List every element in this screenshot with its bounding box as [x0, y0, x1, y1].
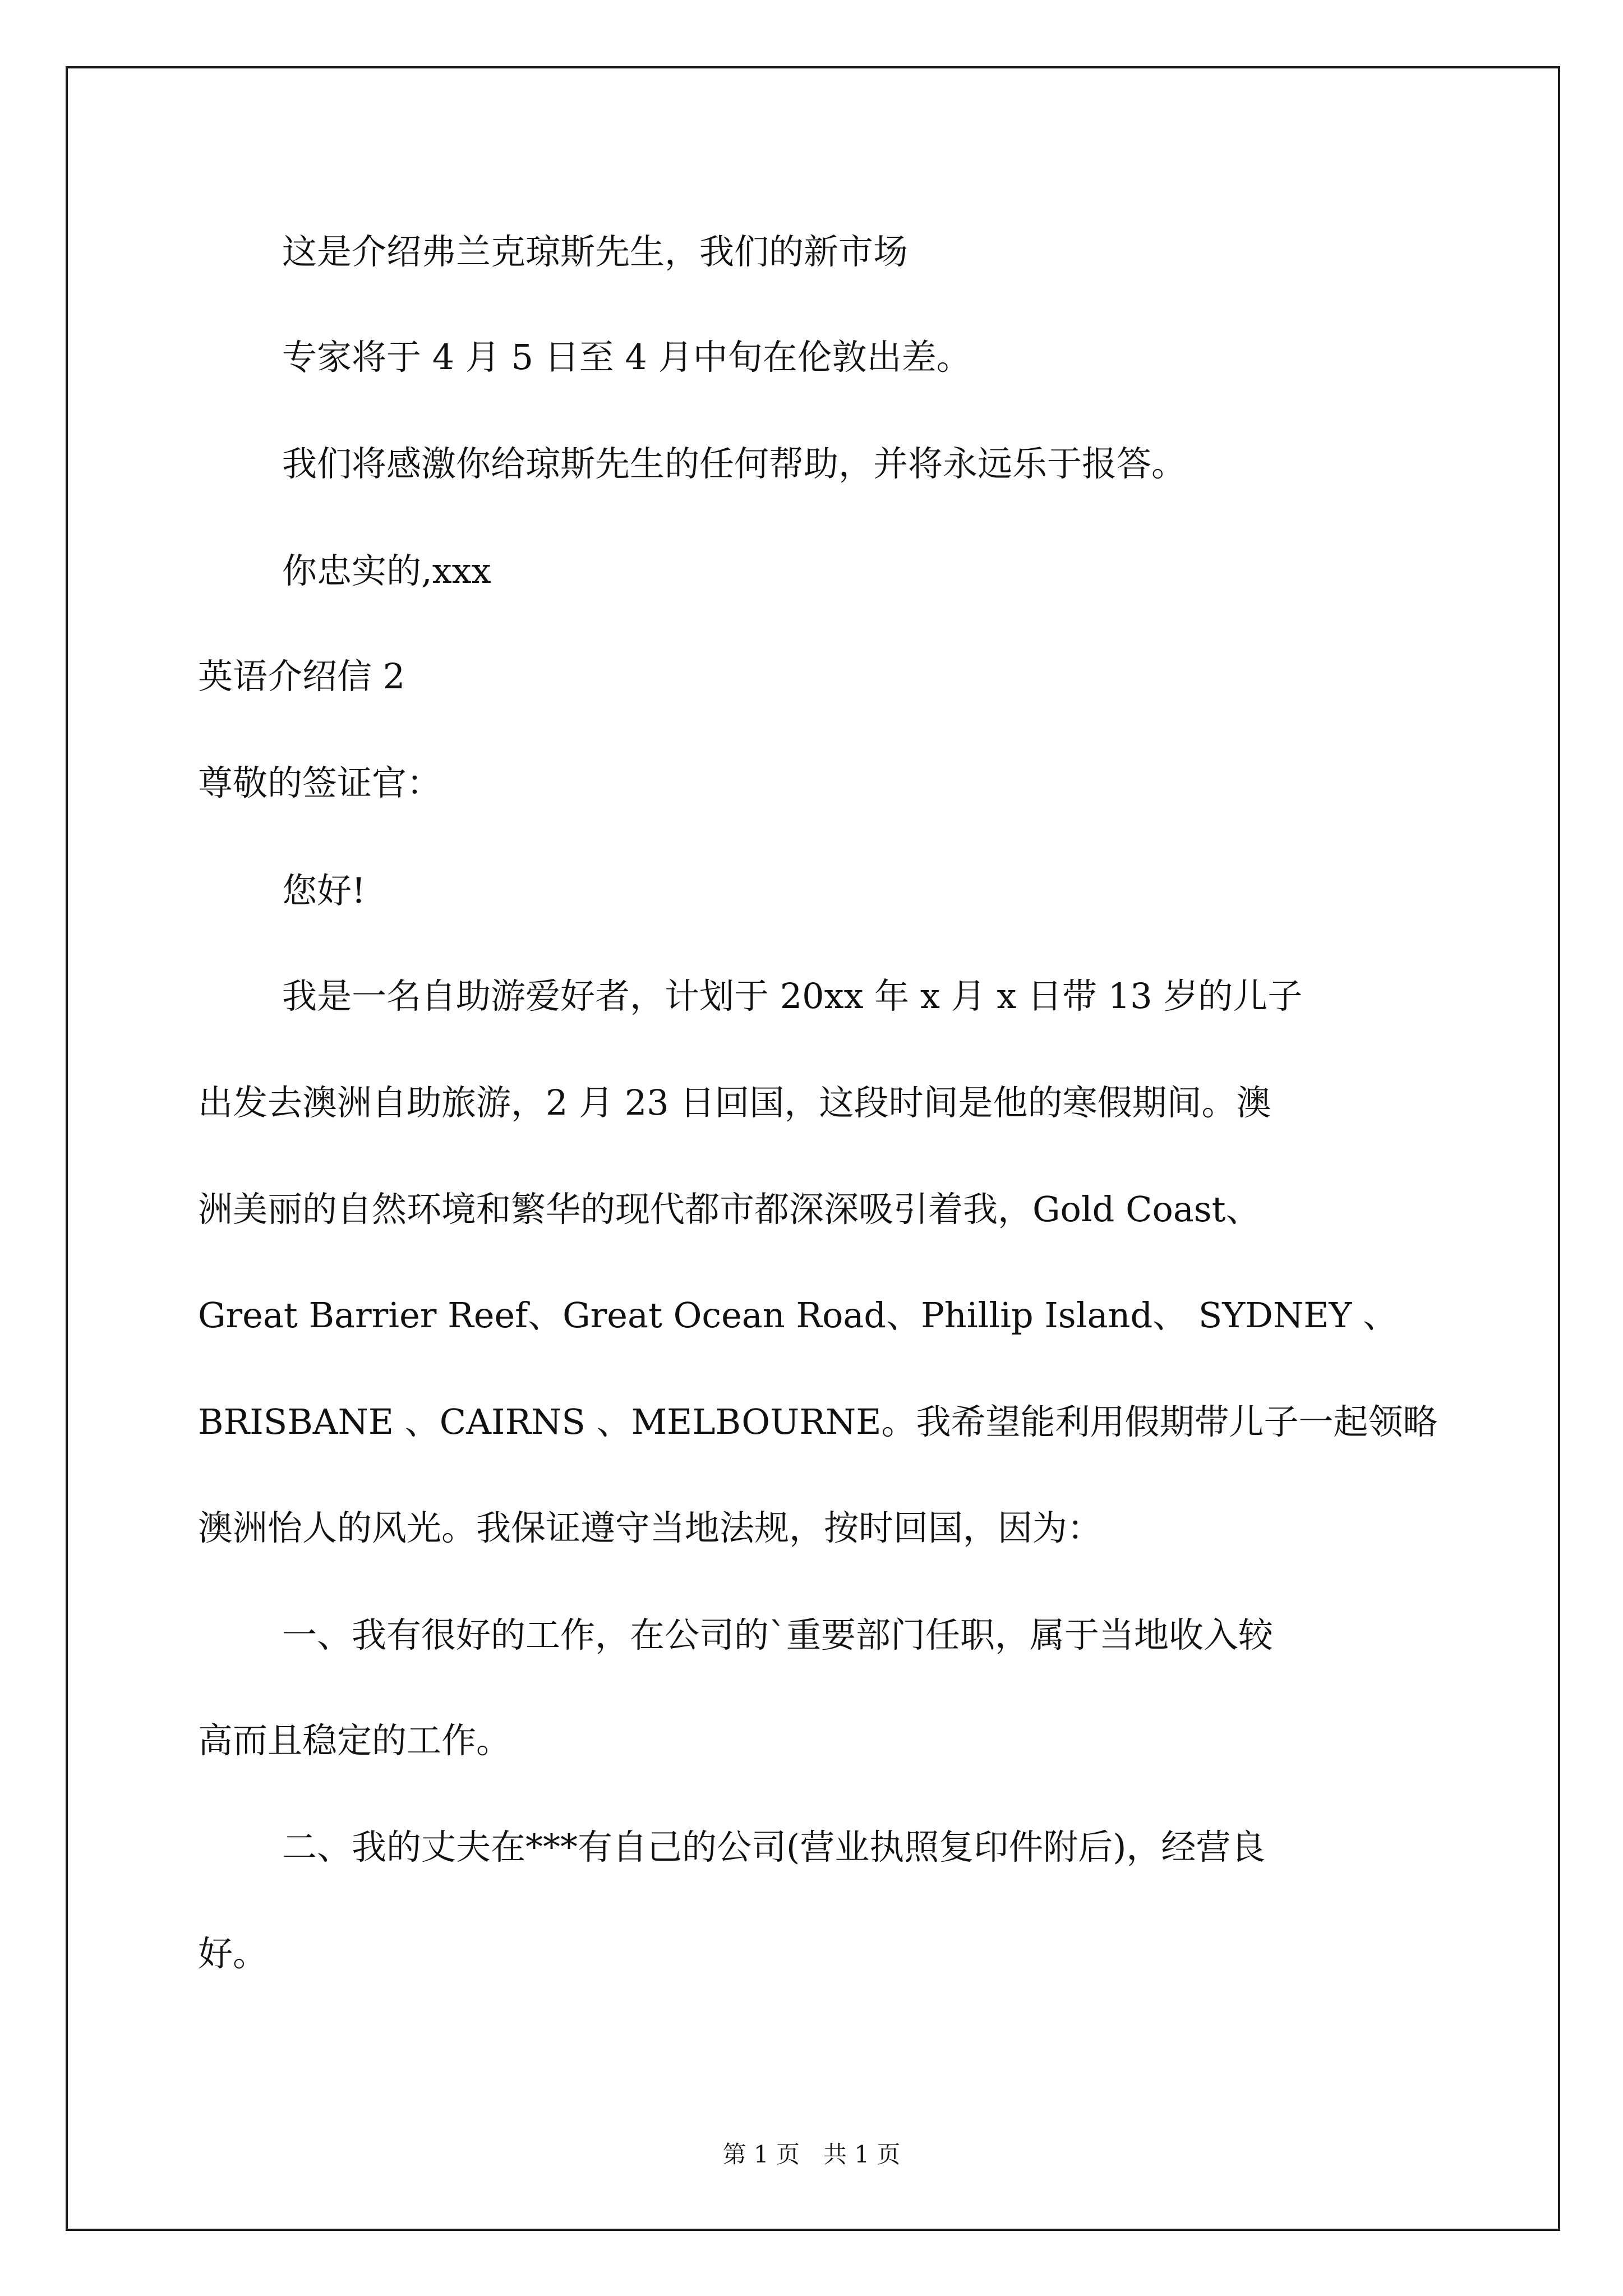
paragraph-line: 你忠实的,xxx: [282, 550, 491, 591]
greeting: 您好!: [282, 870, 366, 911]
paragraph-line: 好。: [198, 1933, 268, 1974]
paragraph-line: BRISBANE 、CAIRNS 、MELBOURNE。我希望能利用假期带儿子一起领略: [198, 1401, 1438, 1442]
paragraph-line: 我是一名自助游爱好者，计划于 20xx 年 x 月 x 日带 13 岁的儿子: [282, 976, 1303, 1016]
paragraph-line: 高而且稳定的工作。: [198, 1720, 511, 1761]
page-number: 第 1 页 共 1 页: [722, 2141, 901, 2168]
paragraph-line: 一、我有很好的工作，在公司的`重要部门任职，属于当地收入较: [282, 1614, 1274, 1655]
paragraph-line: Great Barrier Reef、Great Ocean Road、Phillip Island、 SYDNEY 、: [198, 1295, 1398, 1336]
paragraph-line: 专家将于 4 月 5 日至 4 月中旬在伦敦出差。: [282, 337, 971, 378]
paragraph-line: 二、我的丈夫在***有自己的公司(营业执照复印件附后)，经营良: [282, 1826, 1266, 1867]
paragraph-line: 出发去澳洲自助旅游，2 月 23 日回国，这段时间是他的寒假期间。澳: [198, 1082, 1271, 1123]
paragraph-line: 洲美丽的自然环境和繁华的现代都市都深深吸引着我，Gold Coast、: [198, 1189, 1261, 1230]
page-footer: [0, 2136, 1623, 2170]
paragraph-line: 澳洲怡人的风光。我保证遵守当地法规，按时回国，因为：: [198, 1507, 1103, 1548]
section-heading: 英语介绍信 2: [198, 656, 405, 697]
salutation: 尊敬的签证官：: [198, 762, 442, 803]
paragraph-line: 我们将感激你给琼斯先生的任何帮助，并将永远乐于报答。: [282, 443, 1187, 484]
paragraph-line: 这是介绍弗兰克琼斯先生，我们的新市场: [282, 231, 909, 272]
